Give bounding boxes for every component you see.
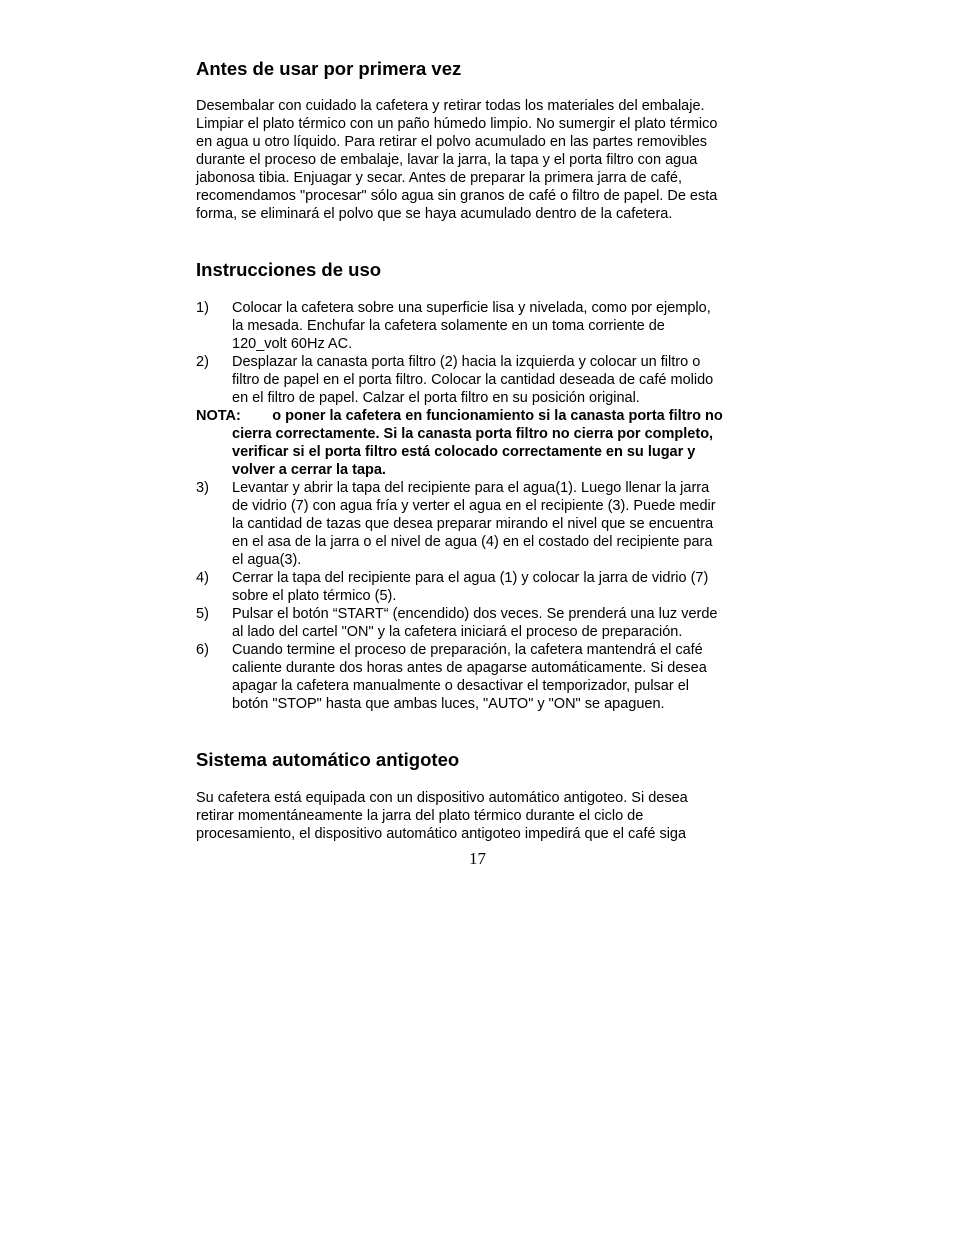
paragraph-line: jabonosa tibia. Enjuagar y secar. Antes de preparar la primera jarra de café, bbox=[196, 170, 683, 186]
list-item-line: Pulsar el botón “START“ (encendido) dos veces. Se prenderá una luz verde bbox=[232, 606, 718, 622]
list-item-line: en el filtro de papel. Calzar el porta filtro en su posición original. bbox=[232, 390, 640, 406]
page-number: 17 bbox=[469, 849, 486, 868]
list-item-line: caliente durante dos horas antes de apagarse automáticamente. Si desea bbox=[232, 660, 707, 676]
paragraph-line: Limpiar el plato térmico con un paño húmedo limpio. No sumergir el plato térmico bbox=[196, 116, 718, 132]
list-item-line: la cantidad de tazas que desea preparar mirando el nivel que se encuentra bbox=[232, 516, 714, 532]
paragraph-line: Su cafetera está equipada con un dispositivo automático antigoteo. Si desea bbox=[196, 790, 688, 806]
list-item-line: el agua(3). bbox=[232, 552, 302, 568]
note-line: verificar si el porta filtro está colocado correctamente en su lugar y bbox=[232, 444, 696, 460]
list-item-line: Cuando termine el proceso de preparación, la cafetera mantendrá el café bbox=[232, 642, 703, 658]
paragraph-line: Desembalar con cuidado la cafetera y retirar todas los materiales del embalaje. bbox=[196, 98, 705, 114]
list-item bbox=[196, 353, 761, 407]
list-item-number: 1) bbox=[196, 300, 209, 316]
paragraph-line: en agua u otro líquido. Para retirar el polvo acumulado en las partes removibles bbox=[196, 134, 708, 150]
list-item bbox=[196, 479, 761, 569]
note-line: cierra correctamente. Si la canasta porta filtro no cierra por completo, bbox=[232, 426, 714, 442]
list-item-line: Cerrar la tapa del recipiente para el agua (1) y colocar la jarra de vidrio (7) bbox=[232, 570, 709, 586]
list-item-number: 4) bbox=[196, 570, 209, 586]
list-item-line: apagar la cafetera manualmente o desactivar el temporizador, pulsar el bbox=[232, 678, 690, 694]
section-heading-first-use: Antes de usar por primera vez bbox=[196, 58, 462, 79]
list-item-line: 120_volt 60Hz AC. bbox=[232, 336, 353, 352]
note-line: volver a cerrar la tapa. bbox=[232, 462, 386, 478]
paragraph-line: forma, se eliminará el polvo que se haya acumulado dentro de la cafetera. bbox=[196, 206, 673, 222]
list-item-line: filtro de papel en el porta filtro. Colocar la cantidad deseada de café molido bbox=[232, 372, 714, 388]
section-heading-anti-drip: Sistema automático antigoteo bbox=[196, 749, 460, 770]
note-line bbox=[232, 407, 761, 425]
list-item bbox=[196, 641, 761, 713]
list-item-line: Colocar la cafetera sobre una superficie lisa y nivelada, como por ejemplo, bbox=[232, 300, 711, 316]
instructions-list bbox=[196, 299, 761, 713]
paragraph-line: recomendamos "procesar" sólo agua sin granos de café o filtro de papel. De esta bbox=[196, 188, 718, 204]
list-item-number: 3) bbox=[196, 480, 209, 496]
list-item bbox=[196, 605, 761, 641]
paragraph-line: procesamiento, el dispositivo automático antigoteo impedirá que el café siga bbox=[196, 826, 687, 842]
note-line-text: o poner la cafetera en funcionamiento si la canasta porta filtro no bbox=[272, 408, 723, 424]
list-item-line: de vidrio (7) con agua fría y verter el agua en el recipiente (3). Puede medir bbox=[232, 498, 716, 514]
list-item bbox=[196, 569, 761, 605]
list-item-line: en el asa de la jarra o el nivel de agua (4) en el costado del recipiente para bbox=[232, 534, 713, 550]
list-item-number: 2) bbox=[196, 354, 209, 370]
list-item-line: botón "STOP" hasta que ambas luces, "AUTO" y "ON" se apaguen. bbox=[232, 696, 665, 712]
list-item-number: 6) bbox=[196, 642, 209, 658]
list-item bbox=[196, 299, 761, 353]
first-use-paragraph bbox=[196, 97, 761, 223]
list-item-line: sobre el plato térmico (5). bbox=[232, 588, 397, 604]
list-item-line: la mesada. Enchufar la cafetera solamente en un toma corriente de bbox=[232, 318, 665, 334]
note-block bbox=[196, 407, 761, 479]
section-heading-instructions: Instrucciones de uso bbox=[196, 259, 382, 280]
anti-drip-paragraph bbox=[196, 789, 761, 843]
list-item-line: Levantar y abrir la tapa del recipiente para el agua(1). Luego llenar la jarra bbox=[232, 480, 710, 496]
paragraph-line: durante el proceso de embalaje, lavar la jarra, la tapa y el porta filtro con agua bbox=[196, 152, 698, 168]
paragraph-line: retirar momentáneamente la jarra del plato térmico durante el ciclo de bbox=[196, 808, 644, 824]
list-item-line: al lado del cartel "ON" y la cafetera iniciará el proceso de preparación. bbox=[232, 624, 683, 640]
note-label: NOTA: bbox=[196, 408, 241, 424]
list-item-line: Desplazar la canasta porta filtro (2) hacia la izquierda y colocar un filtro o bbox=[232, 354, 701, 370]
list-item-number: 5) bbox=[196, 606, 209, 622]
